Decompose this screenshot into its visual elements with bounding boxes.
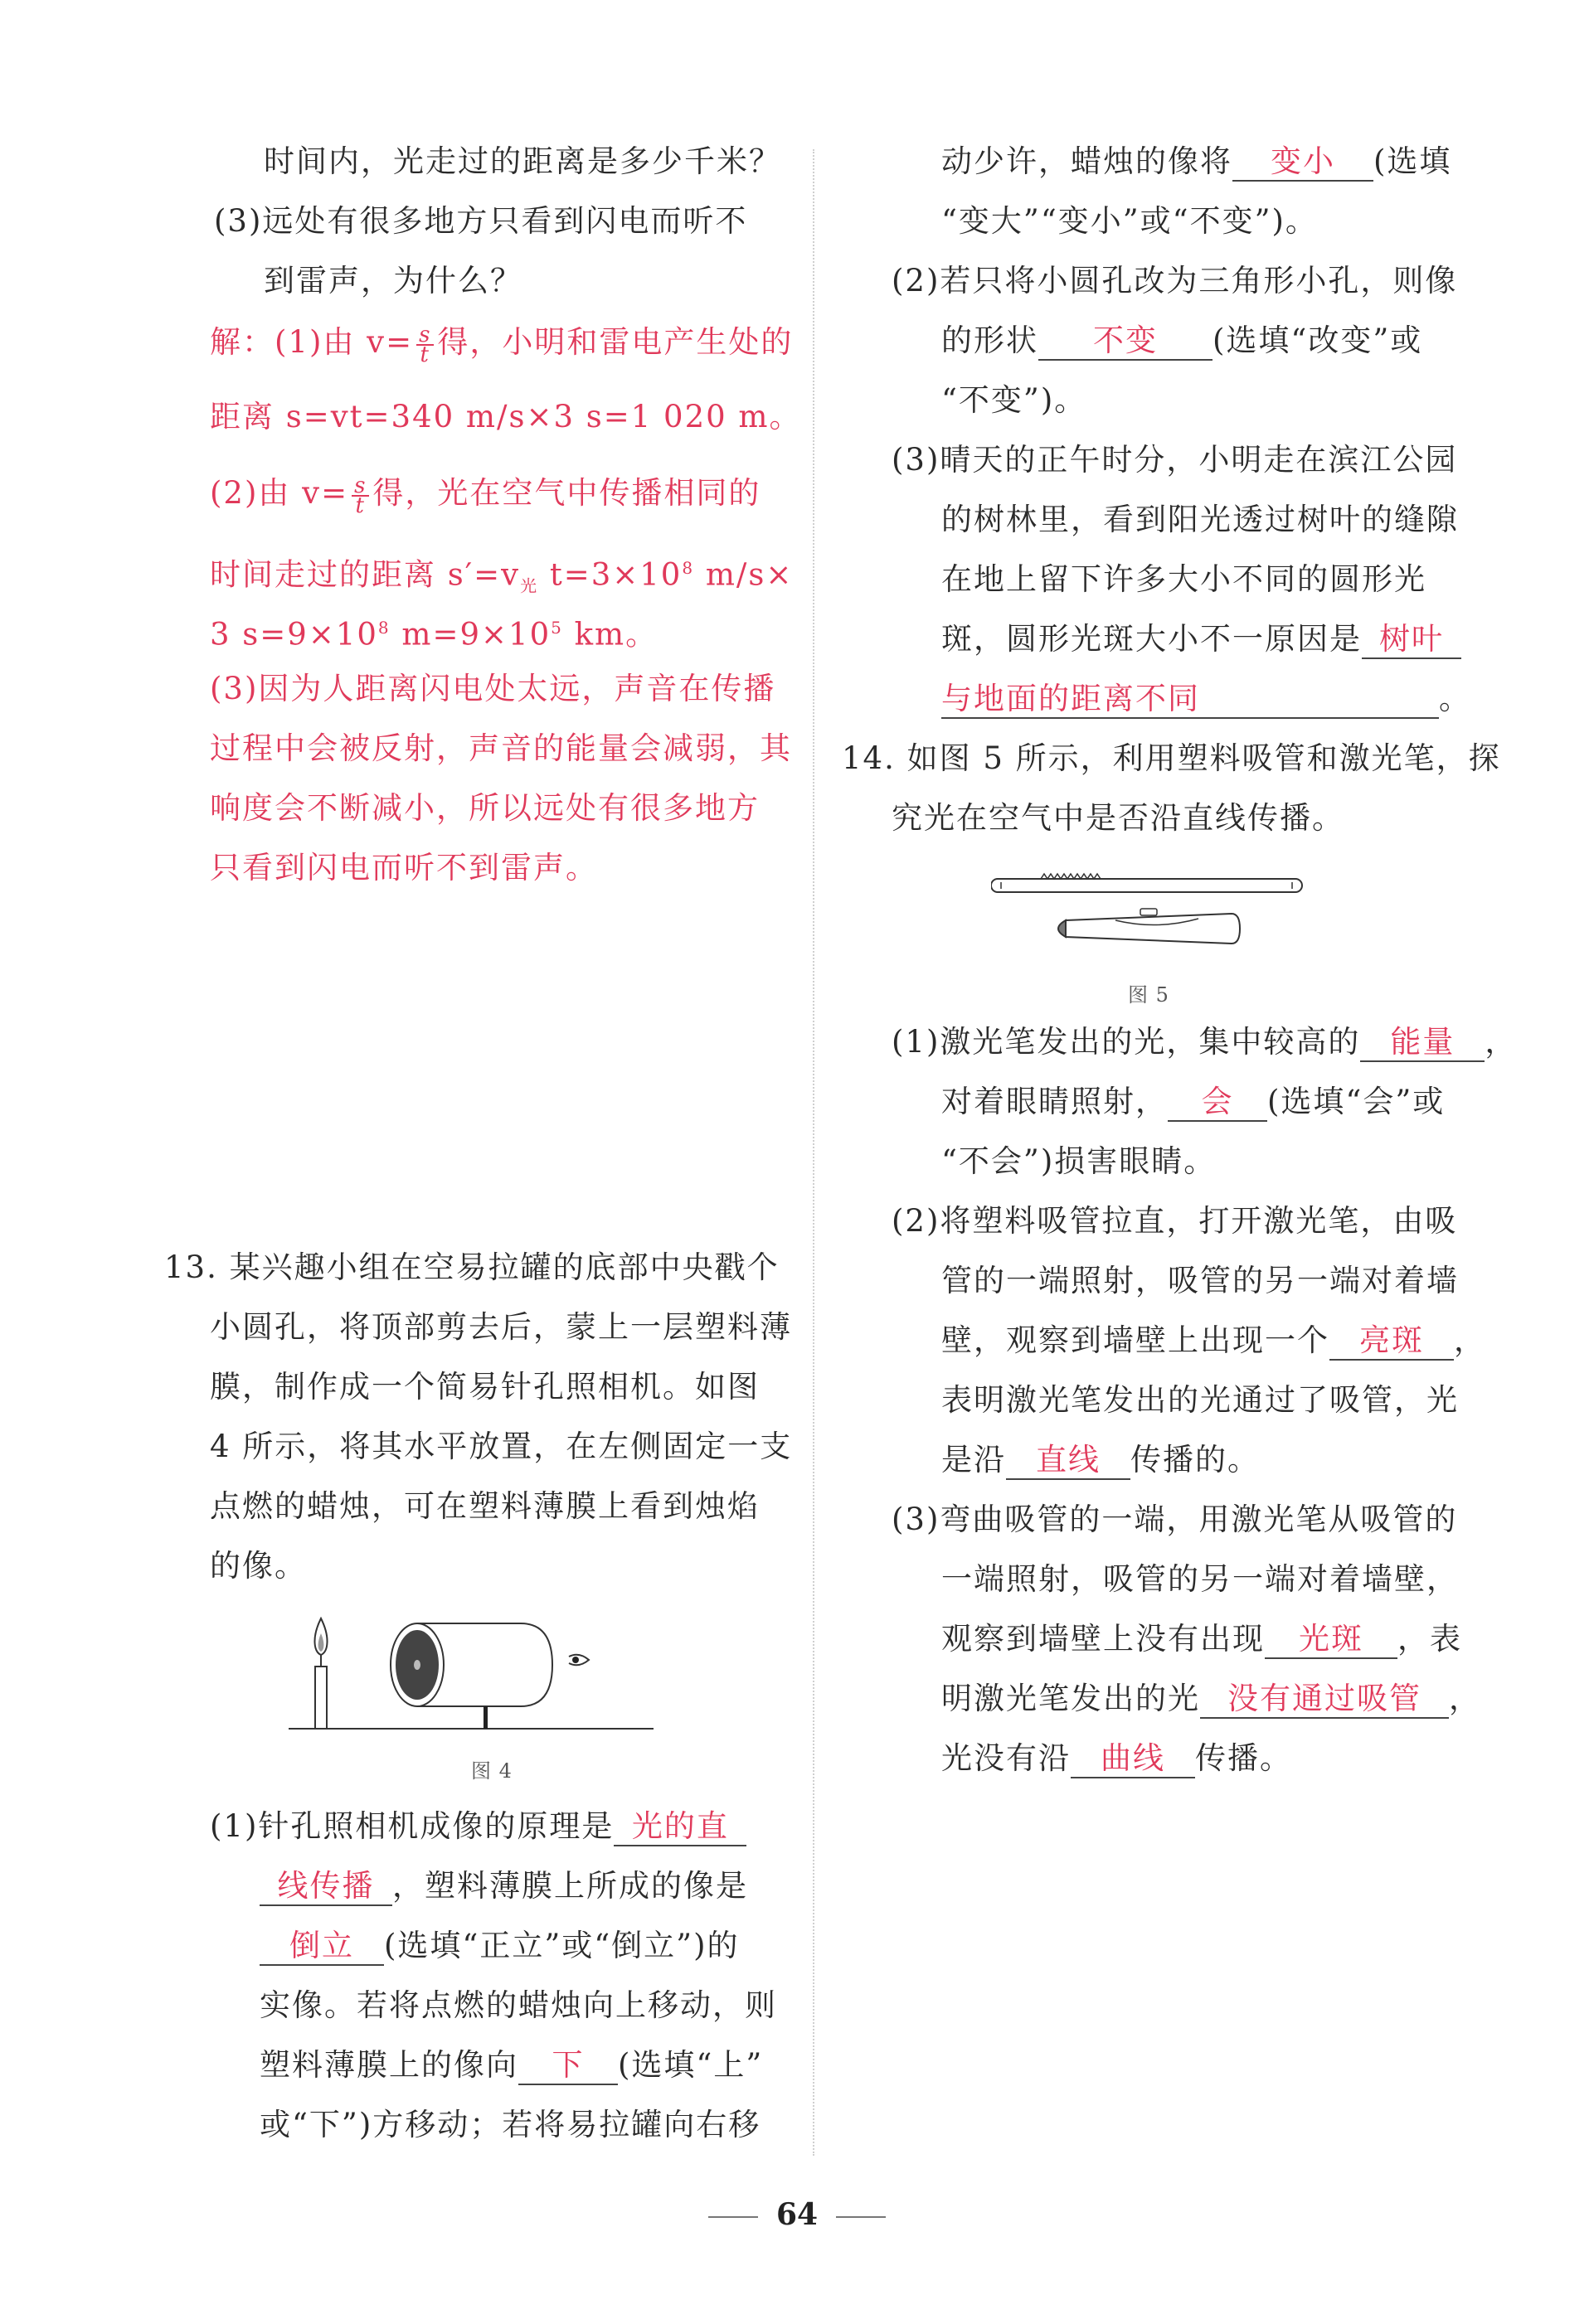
page-number-dash-left xyxy=(708,2216,758,2218)
q12-continuation: 时间内，光走过的距离是多少千米？ xyxy=(264,143,781,179)
page-number-dash-right xyxy=(836,2216,886,2218)
q13-part1-line6: 或“下”)方移动；若将易拉罐向右移 xyxy=(260,2107,761,2142)
figure-4-caption: 图 4 xyxy=(471,1759,513,1783)
column-divider xyxy=(813,149,814,2156)
q13-line3: 膜，制作成一个简易针孔照相机。如图 xyxy=(210,1369,760,1405)
answer-blank[interactable]: 线传播 xyxy=(260,1868,392,1906)
q13-part2-line1: (2)若只将小圆孔改为三角形小孔，则像 xyxy=(892,263,1458,298)
q14-part3-line2: 一端照射，吸管的另一端对着墙壁， xyxy=(941,1561,1459,1597)
answer-text: 得，光在空气中传播相同的 xyxy=(372,475,761,511)
q14-part2-line2: 管的一端照射，吸管的另一端对着墙 xyxy=(941,1263,1459,1298)
answer-blank[interactable]: 会 xyxy=(1168,1084,1267,1122)
q13-part1-line3: 倒立 (选填“正立”或“倒立”)的 xyxy=(260,1925,740,1967)
pinhole-can xyxy=(391,1623,552,1729)
q13-continuation-line1: 动少许，蜡烛的像将 变小 (选填 xyxy=(941,141,1451,182)
q13-part1-line5: 塑料薄膜上的像向 下 (选填“上” xyxy=(260,2045,763,2086)
q13-line6: 的像。 xyxy=(210,1548,307,1584)
fraction-s-over-t: $\frac{s}{t}$ xyxy=(416,326,434,364)
q14-line2: 究光在空气中是否沿直线传播。 xyxy=(892,800,1344,836)
page-number xyxy=(0,2197,1594,2232)
answer-text: 解：(1)由 v= xyxy=(210,324,414,360)
answer-blank[interactable]: 光的直 xyxy=(614,1808,746,1846)
straw-icon xyxy=(991,874,1302,892)
answer-text: 得，小明和雷电产生处的 xyxy=(437,324,794,360)
q13-line1: 13. 某兴趣小组在空易拉罐的底部中央戳个 xyxy=(164,1249,780,1285)
answer-part3-line2: 过程中会被反射，声音的能量会减弱，其 xyxy=(210,730,792,766)
answer-part1-line2: 距离 s=vt=340 m/s×3 s=1 020 m。 xyxy=(210,399,802,434)
q13-part2-line2: 的形状 不变 (选填“改变”或 xyxy=(941,320,1422,361)
q13-part3-line2: 的树林里，看到阳光透过树叶的缝隙 xyxy=(941,502,1459,537)
page-number-value: 64 xyxy=(775,2197,819,2232)
q13-part3-line1: (3)晴天的正午时分，小明走在滨江公园 xyxy=(892,442,1458,478)
answer-blank[interactable]: 下 xyxy=(518,2047,618,2085)
answer-blank[interactable]: 光斑 xyxy=(1265,1621,1397,1659)
q13-part3-line4: 斑，圆形光斑大小不一原因是 树叶 xyxy=(941,619,1461,660)
answer-part2-line1 xyxy=(210,473,761,518)
figure-4-pinhole-camera xyxy=(289,1600,670,1749)
answer-blank[interactable]: 能量 xyxy=(1360,1024,1485,1062)
q13-continuation-line2: “变大”“变小”或“不变”)。 xyxy=(941,203,1318,239)
answer-part3-line1: (3)因为人距离闪电处太远，声音在传播 xyxy=(210,671,776,706)
q14-part2-line5: 是沿 直线 传播的。 xyxy=(941,1439,1260,1481)
q14-part3-line4: 明激光笔发出的光 没有通过吸管 ， xyxy=(941,1678,1481,1720)
answer-part2-line3: 3 $s=9\times 10^8$ $m=9\times 10^5$ km。 xyxy=(210,616,658,653)
q14-part3-line5: 光没有沿 曲线 传播。 xyxy=(941,1738,1292,1779)
q12-part3-line2: 到雷声，为什么？ xyxy=(264,263,522,298)
q14-line1: 14. 如图 5 所示，利用塑料吸管和激光笔，探 xyxy=(842,740,1501,776)
q12-part3-line1: (3)远处有很多地方只看到闪电而听不 xyxy=(214,203,748,239)
answer-blank[interactable]: 亮斑 xyxy=(1329,1322,1454,1361)
q13-line5: 点燃的蜡烛，可在塑料薄膜上看到烛焰 xyxy=(210,1488,760,1524)
figure-5-straw-and-laser xyxy=(991,871,1306,962)
q14-part3-line1: (3)弯曲吸管的一端，用激光笔从吸管的 xyxy=(892,1502,1458,1537)
q14-part3-line3: 观察到墙壁上没有出现 光斑 ，表 xyxy=(941,1618,1462,1660)
fraction-s-over-t: $\frac{s}{t}$ xyxy=(352,477,369,515)
q14-part2-line1: (2)将塑料吸管拉直，打开激光笔，由吸 xyxy=(892,1203,1458,1239)
q13-line4: 4 所示，将其水平放置，在左侧固定一支 xyxy=(210,1429,793,1464)
q14-part1-line2: 对着眼睛照射， 会 (选填“会”或 xyxy=(941,1081,1445,1123)
q13-part1-line2: 线传播 ，塑料薄膜上所成的像是 xyxy=(260,1866,748,1907)
answer-part3-line3: 响度会不断减小，所以远处有很多地方 xyxy=(210,790,760,826)
answer-blank[interactable]: 树叶 xyxy=(1362,621,1461,659)
q13-line2: 小圆孔，将顶部剪去后，蒙上一层塑料薄 xyxy=(210,1309,792,1345)
answer-part1-line1 xyxy=(210,322,794,367)
q13-part3-line3: 在地上留下许多大小不同的圆形光 xyxy=(941,561,1426,597)
answer-blank[interactable]: 倒立 xyxy=(260,1928,384,1966)
answer-blank[interactable]: 不变 xyxy=(1038,323,1213,361)
q14-part2-line3: 壁，观察到墙壁上出现一个 亮斑 ， xyxy=(941,1320,1486,1361)
q13-part2-line3: “不变”)。 xyxy=(941,382,1087,418)
candle-icon xyxy=(314,1618,327,1729)
answer-blank[interactable]: 与地面的距离不同 xyxy=(941,681,1439,719)
q14-part2-line4: 表明激光笔发出的光通过了吸管，光 xyxy=(941,1382,1459,1418)
answer-blank[interactable]: 变小 xyxy=(1232,143,1373,182)
figure-5-caption: 图 5 xyxy=(1128,983,1169,1007)
answer-blank[interactable]: 没有通过吸管 xyxy=(1200,1681,1449,1719)
eye-icon xyxy=(569,1655,589,1666)
laser-pen-icon xyxy=(1058,909,1240,944)
answer-blank[interactable]: 曲线 xyxy=(1071,1740,1195,1778)
answer-blank[interactable]: 直线 xyxy=(1006,1442,1130,1480)
answer-part3-line4: 只看到闪电而听不到雷声。 xyxy=(210,850,598,885)
answer-part2-line2: 时间走过的距离 $s'=v_光$ $t=3\times 10^8$ m/s× xyxy=(210,556,794,596)
q14-part1-line1: (1)激光笔发出的光，集中较高的 能量 ， xyxy=(892,1021,1517,1063)
q13-part1-line4: 实像。若将点燃的蜡烛向上移动，则 xyxy=(260,1987,777,2023)
q13-part1-line1: (1)针孔照相机成像的原理是 光的直 xyxy=(210,1806,746,1847)
q14-part1-line3: “不会”)损害眼睛。 xyxy=(941,1143,1217,1179)
answer-text: (2)由 v= xyxy=(210,475,349,511)
q13-part3-line5: 与地面的距离不同 。 xyxy=(941,678,1471,720)
